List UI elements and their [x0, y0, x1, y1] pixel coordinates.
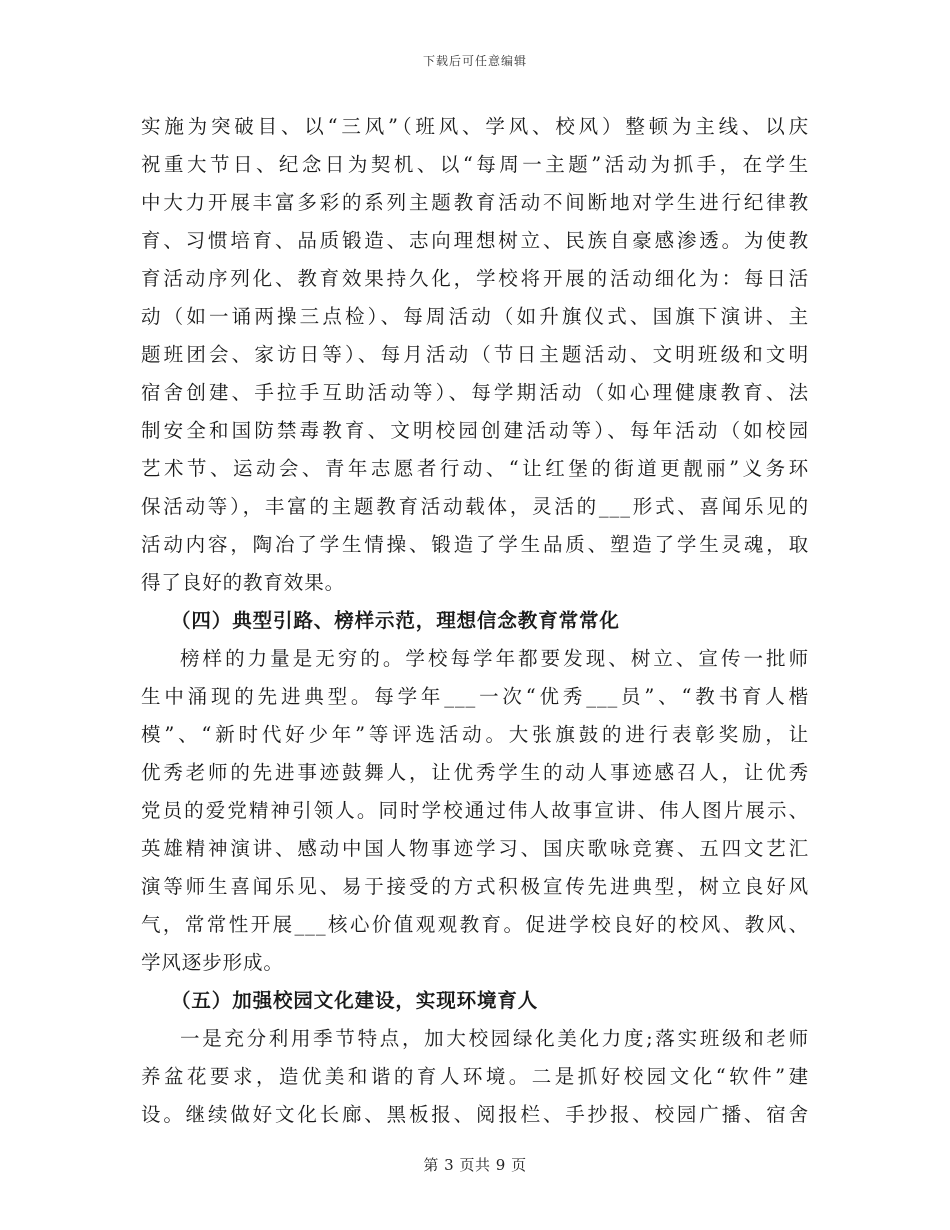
text-line: 榜样的力量是无穷的。学校每学年都要发现、树立、宣传一批师	[180, 647, 809, 670]
text-line: 制安全和国防禁毒教育、文明校园创建活动等）、每年活动（如校园	[141, 419, 809, 442]
section-heading: （五）加强校园文化建设，实现环境育人	[171, 989, 539, 1012]
text-line: 优秀老师的先进事迹鼓舞人，让优秀学生的动人事迹感召人，让优秀	[141, 761, 809, 784]
text-line: 育、习惯培育、品质锻造、志向理想树立、民族自豪感渗透。为使教	[141, 229, 809, 252]
text-line: 得了良好的教育效果。	[141, 571, 346, 594]
text-line: 模”、“新时代好少年”等评选活动。大张旗鼓的进行表彰奖励，让	[141, 723, 809, 746]
section-heading: （四）典型引路、榜样示范，理想信念教育常常化	[171, 609, 620, 632]
text-line: 学风逐步形成。	[141, 951, 284, 974]
text-line: 保活动等），丰富的主题教育活动载体，灵活的___形式、喜闻乐见的	[141, 495, 809, 518]
text-line: 艺术节、运动会、青年志愿者行动、“让红堡的街道更靓丽”义务环	[141, 457, 809, 480]
page-footer: 第 3 页共 9 页	[423, 1156, 527, 1174]
text-line: 生中涌现的先进典型。每学年___一次“优秀___员”、“教书育人楷	[141, 685, 809, 708]
text-line: 设。继续做好文化长廊、黑板报、阅报栏、手抄报、校园广播、宿舍	[141, 1103, 809, 1126]
text-line: 气，常常性开展___核心价值观观教育。促进学校良好的校风、教风、	[141, 913, 809, 936]
page-header: 下载后可任意编辑	[422, 54, 527, 68]
text-line: 活动内容，陶冶了学生情操、锻造了学生品质、塑造了学生灵魂，取	[141, 533, 809, 556]
text-line: 实施为突破目、以“三风”（班风、学风、校风）整顿为主线、以庆	[141, 115, 809, 138]
text-line: 宿舍创建、手拉手互助活动等）、每学期活动（如心理健康教育、法	[141, 381, 809, 404]
text-line: 演等师生喜闻乐见、易于接受的方式积极宣传先进典型，树立良好风	[141, 875, 809, 898]
text-line: 中大力开展丰富多彩的系列主题教育活动不间断地对学生进行纪律教	[141, 191, 809, 214]
text-line: 养盆花要求，造优美和谐的育人环境。二是抓好校园文化“软件”建	[141, 1065, 809, 1088]
text-line: 育活动序列化、教育效果持久化，学校将开展的活动细化为：每日活	[141, 267, 809, 290]
text-line: 党员的爱党精神引领人。同时学校通过伟人故事宣讲、伟人图片展示、	[141, 799, 809, 822]
text-line: 题班团会、家访日等）、每月活动（节日主题活动、文明班级和文明	[141, 343, 809, 366]
text-line: 英雄精神演讲、感动中国人物事迹学习、国庆歌咏竞赛、五四文艺汇	[141, 837, 809, 860]
text-line: 祝重大节日、纪念日为契机、以“每周一主题”活动为抓手，在学生	[141, 153, 809, 176]
text-line: 动（如一诵两操三点检）、每周活动（如升旗仪式、国旗下演讲、主	[141, 305, 809, 328]
text-line: 一是充分利用季节特点，加大校园绿化美化力度;落实班级和老师	[180, 1027, 809, 1050]
document-body	[141, 108, 809, 1134]
